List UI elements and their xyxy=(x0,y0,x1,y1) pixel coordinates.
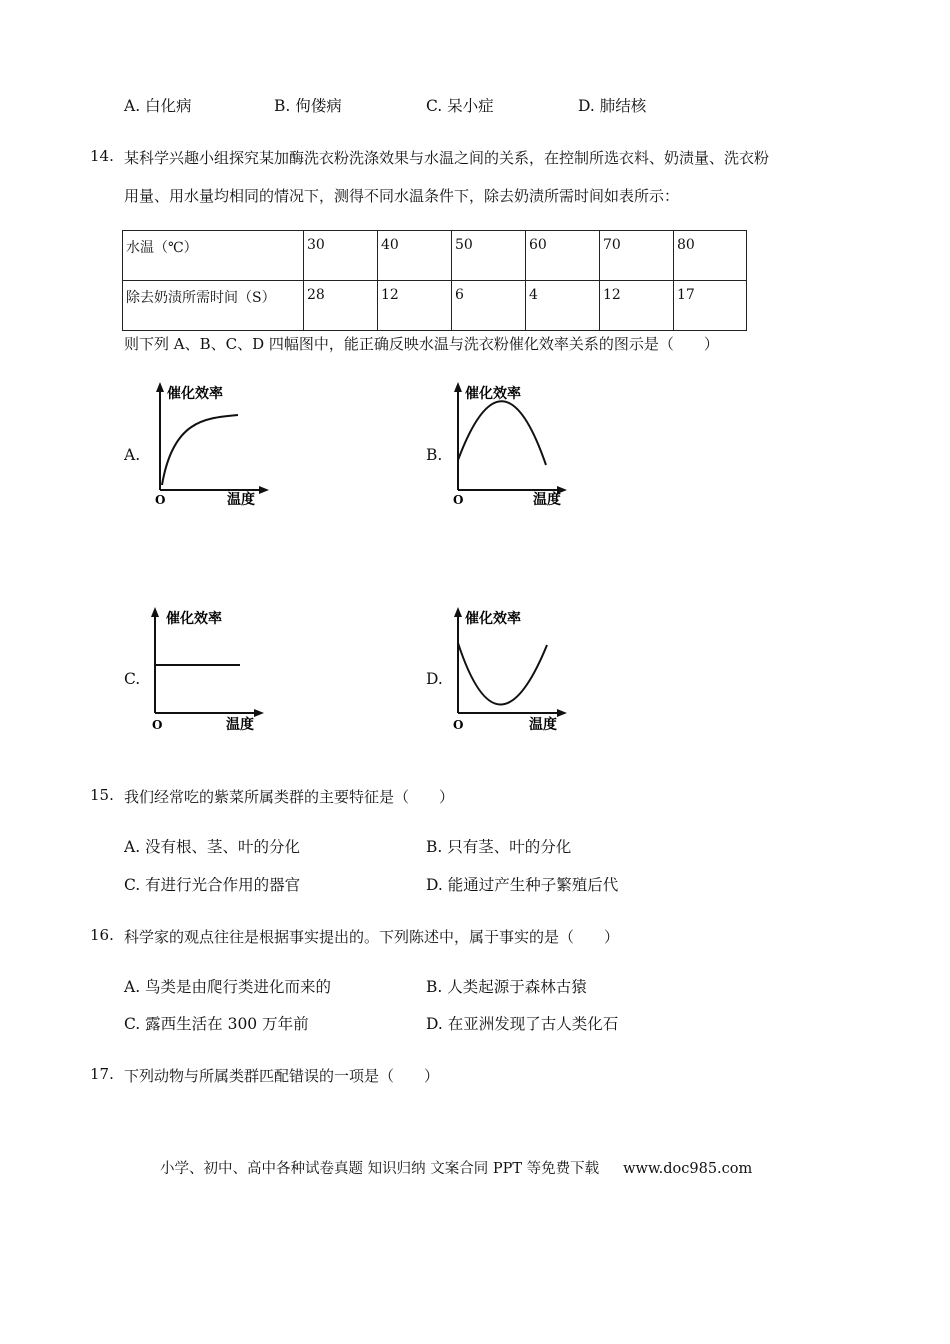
y-axis-label: 催化效率 xyxy=(465,386,521,402)
y-axis-label: 催化效率 xyxy=(465,611,521,627)
graph-a xyxy=(145,380,275,510)
q15-number: 15. xyxy=(90,786,114,804)
table-header-cell: 水温（℃） xyxy=(123,231,304,281)
y-axis-arrow-icon xyxy=(454,382,462,392)
curve xyxy=(458,643,547,705)
x-axis-label: 温度 xyxy=(533,492,561,508)
origin-label: O xyxy=(453,718,464,732)
y-axis-arrow-icon xyxy=(454,607,462,617)
origin-label: O xyxy=(453,493,464,507)
graph-a-label: A. xyxy=(124,446,141,464)
page-footer xyxy=(160,1157,752,1178)
graph-b-label: B. xyxy=(426,446,443,464)
footer-text: 小学、初中、高中各种试卷真题 知识归纳 文案合同 PPT 等免费下载 xyxy=(160,1161,600,1177)
q16-option-b: B. 人类起源于森林古猿 xyxy=(426,978,587,996)
x-axis-label: 温度 xyxy=(227,492,255,508)
q16-stem: 科学家的观点往往是根据事实提出的。下列陈述中，属于事实的是（ ） xyxy=(124,928,620,946)
table-cell: 60 xyxy=(526,231,600,281)
q16-option-d: D. 在亚洲发现了古人类化石 xyxy=(426,1015,619,1033)
q15-option-a: A. 没有根、茎、叶的分化 xyxy=(124,838,301,856)
table-header-cell: 除去奶渍所需时间（S） xyxy=(123,281,304,331)
q14-data-table xyxy=(122,230,747,331)
q17-number: 17. xyxy=(90,1065,114,1083)
table-cell: 40 xyxy=(378,231,452,281)
q17-stem: 下列动物与所属类群匹配错误的一项是（ ） xyxy=(124,1067,440,1085)
origin-label: O xyxy=(152,718,163,732)
table-cell: 50 xyxy=(452,231,526,281)
q16-option-c: C. 露西生活在 300 万年前 xyxy=(124,1015,309,1033)
q15-option-d: D. 能通过产生种子繁殖后代 xyxy=(426,876,619,894)
q14-stem-line2: 用量、用水量均相同的情况下，测得不同水温条件下，除去奶渍所需时间如表所示： xyxy=(124,187,680,205)
q13-option-c: C. 呆小症 xyxy=(426,97,494,115)
x-axis-arrow-icon xyxy=(259,486,269,494)
curve xyxy=(162,415,238,485)
x-axis-label: 温度 xyxy=(529,717,557,733)
q13-option-a: A. 白化病 xyxy=(124,97,192,115)
y-axis-arrow-icon xyxy=(156,382,164,392)
q13-option-d: D. 肺结核 xyxy=(578,97,647,115)
x-axis-label: 温度 xyxy=(226,717,254,733)
graph-c-label: C. xyxy=(124,670,141,688)
origin-label: O xyxy=(155,493,166,507)
table-cell: 70 xyxy=(600,231,674,281)
table-cell: 28 xyxy=(304,281,378,331)
y-axis-label: 催化效率 xyxy=(167,386,223,402)
table-cell: 12 xyxy=(378,281,452,331)
q15-stem: 我们经常吃的紫菜所属类群的主要特征是（ ） xyxy=(124,788,455,806)
q14-stem-line1: 某科学兴趣小组探究某加酶洗衣粉洗涤效果与水温之间的关系，在控制所选衣料、奶渍量、洗衣粉 xyxy=(124,149,770,167)
table-cell: 12 xyxy=(600,281,674,331)
footer-url-link[interactable]: www.doc985.com xyxy=(623,1161,753,1177)
q13-option-b: B. 佝偻病 xyxy=(274,97,342,115)
x-axis-arrow-icon xyxy=(557,709,567,717)
q14-number: 14. xyxy=(90,147,114,165)
y-axis-label: 催化效率 xyxy=(166,611,222,627)
table-row xyxy=(123,281,747,331)
table-cell: 30 xyxy=(304,231,378,281)
graph-b xyxy=(443,380,573,510)
graph-c xyxy=(140,605,270,735)
y-axis-arrow-icon xyxy=(151,607,159,617)
q15-option-c: C. 有进行光合作用的器官 xyxy=(124,876,301,894)
x-axis-arrow-icon xyxy=(254,709,264,717)
curve xyxy=(458,401,546,465)
graph-d-label: D. xyxy=(426,670,443,688)
table-cell: 17 xyxy=(674,281,747,331)
graph-d xyxy=(443,605,573,735)
table-cell: 6 xyxy=(452,281,526,331)
q16-number: 16. xyxy=(90,926,114,944)
q14-question: 则下列 A、B、C、D 四幅图中，能正确反映水温与洗衣粉催化效率关系的图示是（ ） xyxy=(124,335,719,353)
table-row xyxy=(123,231,747,281)
table-cell: 80 xyxy=(674,231,747,281)
q16-option-a: A. 鸟类是由爬行类进化而来的 xyxy=(124,978,332,996)
table-cell: 4 xyxy=(526,281,600,331)
q15-option-b: B. 只有茎、叶的分化 xyxy=(426,838,572,856)
